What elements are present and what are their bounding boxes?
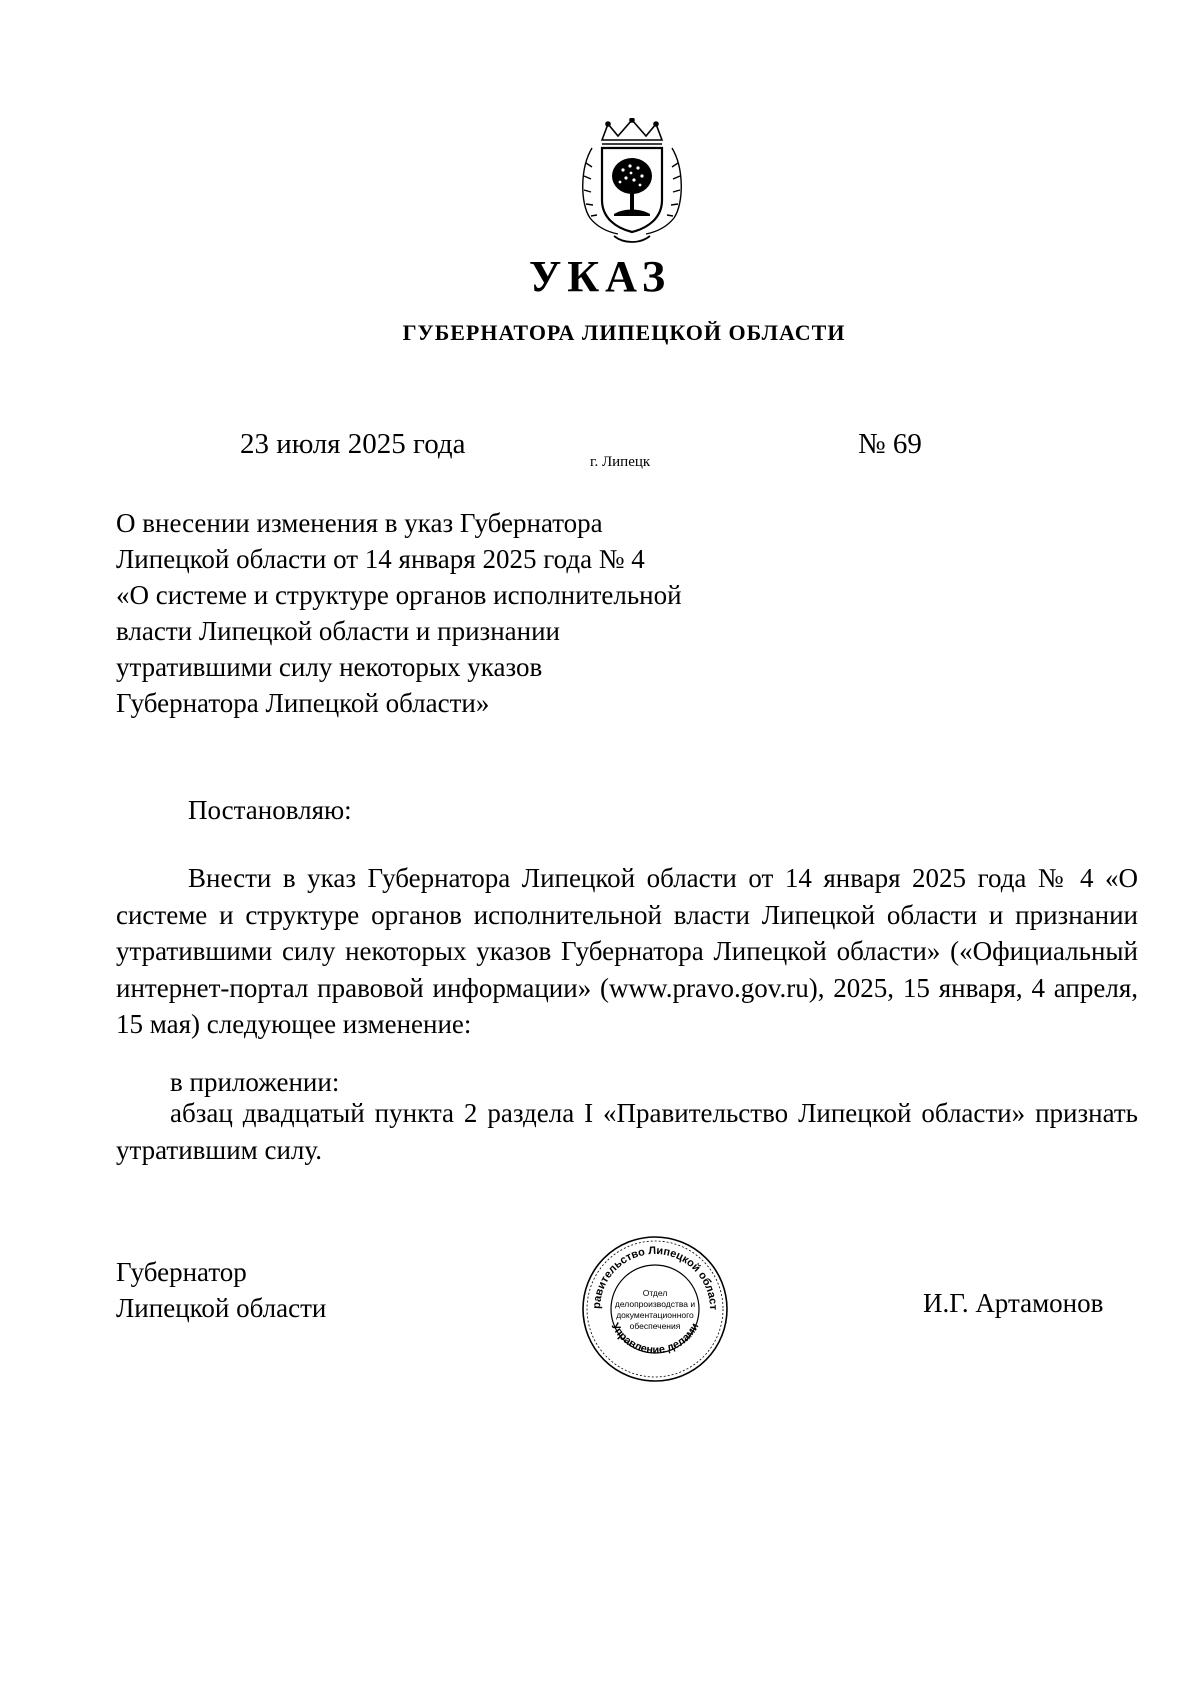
official-seal — [580, 1234, 730, 1384]
subject-line: Липецкой области от 14 января 2025 года № 4 — [116, 544, 645, 574]
signatory-title-line: Губернатор — [116, 1257, 247, 1287]
seal-bottom-text: Управление делами — [608, 1321, 702, 1357]
seal-center-line: Отдел — [642, 1288, 668, 1298]
signatory-title-line: Липецкой области — [116, 1293, 327, 1323]
document-date: 23 июля 2025 года — [240, 428, 466, 460]
decree-word: Постановляю: — [188, 795, 352, 825]
seal-center-line: обеспечения — [629, 1321, 681, 1331]
signatory-name: И.Г. Артамонов — [923, 1288, 1104, 1318]
subject-line: утратившими силу некоторых указов — [116, 652, 543, 682]
main-paragraph: Внести в указ Губернатора Липецкой области от 14 января 2025 года № 4 «О системе и структуре органов исполнительной власти Липецкой области и признании утратившими силу некоторых указов Губернатора Липецкой области» («Официальный интернет-портал правовой информации» (www.pravo.gov.ru), 2025, 15 января, 4 апреля, 15 мая) следующее изменение: — [116, 863, 1138, 1039]
document-subject — [116, 505, 736, 721]
signatory-title — [116, 1254, 326, 1326]
document-title: УКАЗ — [528, 252, 672, 301]
subject-line: Губернатора Липецкой области» — [116, 688, 490, 718]
subject-line: О внесении изменения в указ Губернатора — [116, 508, 603, 538]
seal-center-line: документационного — [616, 1310, 694, 1320]
amendment-paragraph: абзац двадцатый пункта 2 раздела I «Правительство Липецкой области» признать утратившим силу. — [116, 1098, 1138, 1165]
subject-line: «О системе и структуре органов исполнительной — [116, 580, 682, 610]
document-number: № 69 — [858, 428, 922, 460]
coat-of-arms-icon — [578, 118, 686, 248]
seal-outer-text: равительство Липецкой област — [590, 1244, 720, 1311]
seal-center-line: делопроизводства и — [614, 1299, 696, 1309]
subject-line: власти Липецкой области и признании — [116, 616, 560, 646]
appendix-line: в приложении: — [170, 1067, 340, 1097]
document-city: г. Липецк — [590, 454, 651, 470]
document-subtitle: ГУБЕРНАТОРА ЛИПЕЦКОЙ ОБЛАСТИ — [402, 320, 846, 345]
